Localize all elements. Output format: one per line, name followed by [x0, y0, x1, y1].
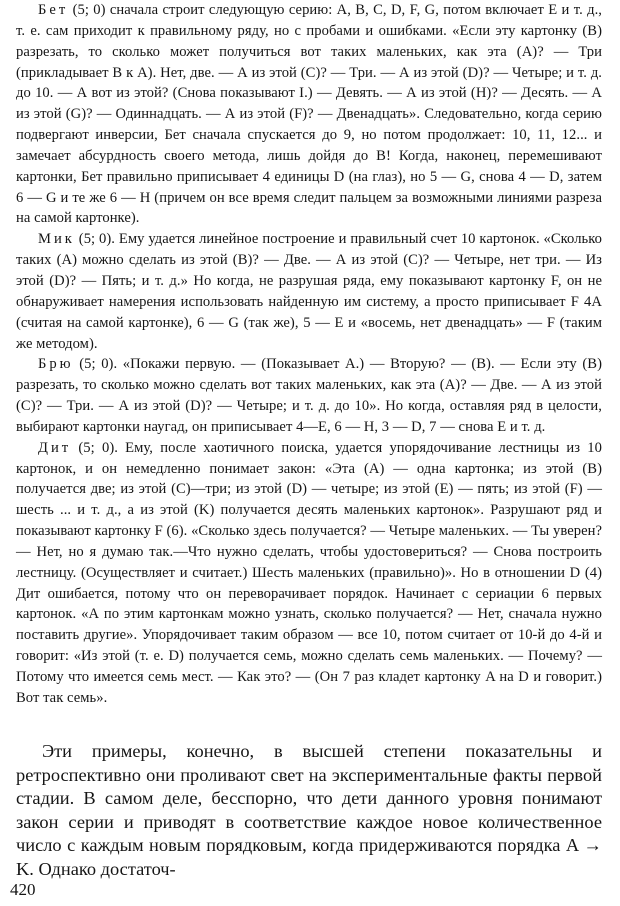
paragraph-text: (5; 0). Ему, после хаотичного поиска, удается упорядочивание лестницы из 10 картонок, и он немедленно понимает закон: «Эта (A) — одна картонка; из этой (B) получается две; из этой (C)—три; из этой (D) — четыре; из этой (E) — пять; из этой (F) — шесть ... и т. д., а из этой (K) получается десять маленьких картонок». Разрушают ряд и показывают картонку F (6). «Сколько здесь получается? — Четыре маленьких. — Ты уверен? — Нет, но я думаю так.—Что нужно сделать, чтобы удостовериться? — Снова построить лестницу. (Осуществляет и считает.) Шесть маленьких (правильно)». Но в отношении D (4) Дит ошибается, потому что он переворачивает порядок. Начинает с сериации 6 первых картонок. «А по этим картонкам можно узнать, сколько получается? — Нет, сначала нужно поставить другие». Упорядочивает таким образом — все 10, потом считает от 10-й до 4-й и говорит: «Из этой (т. е. D) получается семь, можно сделать семь маленьких. — Почему? — Потому что имеется семь мест. — Как это? — (Он 7 раз кладет картонку A на D и говорит.) Вот так семь».	[16, 439, 602, 706]
paragraph-dit	[16, 438, 602, 709]
speaker-name: Дит	[38, 439, 72, 456]
paragraph-bet	[16, 0, 602, 229]
paragraph-mik	[16, 229, 602, 354]
conclusion-paragraph: Эти примеры, конечно, в высшей степени показательны и ретроспективно они проливают свет на экспериментальные факты первой стадии. В самом деле, бесспорно, что дети данного уровня понимают закон серии и приводят в соответствие каждое новое количественное число с каждым новым порядковым, когда придерживаются порядка A → K. Однако достаточ-	[16, 741, 602, 879]
case-descriptions	[16, 0, 602, 709]
paragraph-text: (5; 0). Ему удается линейное построение и правильный счет 10 картонок. «Сколько таких (A) можно сделать из этой (B)? — Две. — А из этой (C)? — Четыре, нет три. — Из этой (D)? — Пять; и т. д.» Но когда, не разрушая ряда, ему показывают картонку F, он не обнаруживает намерения использовать найденную им систему, а просто приписывает F 4A (считая на самой картонке), 6 — G (так же), 5 — E и «восемь, нет двенадцать» — F (таким же методом).	[16, 231, 602, 352]
speaker-name: Мик	[38, 231, 75, 248]
speaker-name: Бет	[38, 2, 69, 18]
paragraph-text: (5; 0). «Покажи первую. — (Показывает A.) — Вторую? — (B). — Если эту (B) разрезать, то сколько можно сделать вот таких маленьких, как эта (A)? — Две. — А из этой (C)? — Три. — А из этой (D)? — Четыре; и т. д. до 10». Но когда, оставляя ряд в целости, выбирают картонки наугад, он приписывает 4—E, 6 — H, 3 — D, 7 — снова E и т. д.	[16, 356, 602, 435]
conclusion-section	[16, 740, 602, 882]
speaker-name: Брю	[38, 356, 74, 373]
paragraph-text: (5; 0) сначала строит следующую серию: A, B, C, D, F, G, потом включает E и т. д., т. е. сам приходит к правильному ряду, но с пробами и ошибками. «Если эту картонку (B) разрезать, то сколько может получиться вот таких маленьких, как эта (A)? — Три (прикладывает B к A). Нет, две. — А из этой (C)? — Три. — А из этой (D)? — Четыре; и т. д. до 10. — А вот из этой? (Снова показывают I.) — Девять. — А из этой (H)? — Десять. — А из этой (G)? — Одиннадцать. — А из этой (F)? — Двенадцать». Следовательно, когда серию подвергают инверсии, Бет сначала спускается до 9, но потом продолжает: 10, 11, 12... и замечает абсурдность своего метода, лишь дойдя до B! Когда, наконец, перемешивают картонки, Бет правильно приписывает 4 единицы D (на глаз), но 5 — G, снова 4 — D, затем 6 — G и те же 6 — H (причем он все время следит пальцем за возможными линиями разреза на самой картонке).	[16, 2, 602, 227]
page-number: 420	[10, 880, 36, 899]
paragraph-bryu	[16, 354, 602, 437]
